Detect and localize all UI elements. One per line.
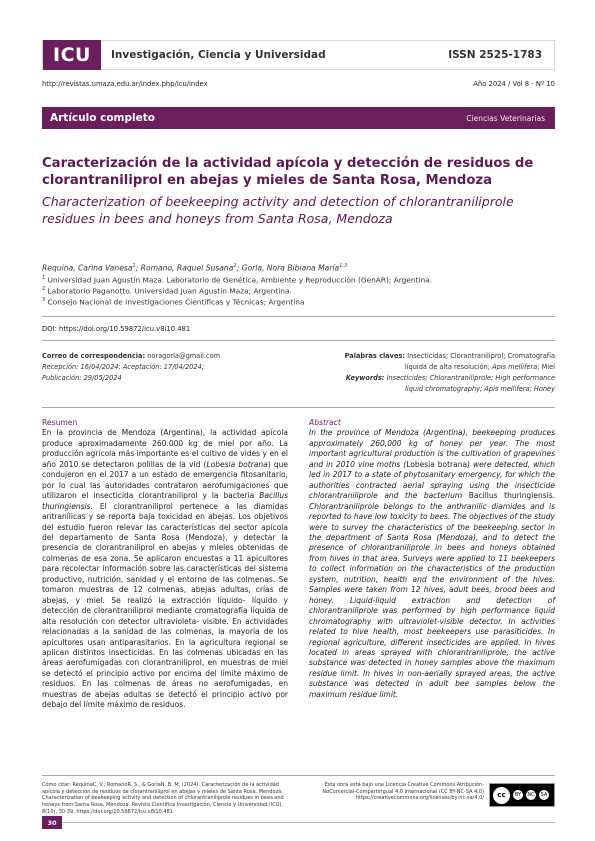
keywords-block: [300, 351, 555, 395]
title-spanish: Caracterización de la actividad apícola y detección de residuos de clorantraniliprol en abejas y mieles de Santa Rosa, Mendoza: [42, 156, 534, 188]
abstract-part-3: . Chlorantraniliprole belongs to the anthranilic diamides and is reported to have low toxicity to bees. The objectives of the study were to survey the characteristics of the beekeeping sector in the department of Santa Rosa (Mendoza), and to detect the presence of chlorantraniliprole in bees and honeys obtained from hives in that area. Surveys were applied to 11 beekeepers to collect information on the characteristics of the production system, nutrition, health and the environment of the hives. Samples were taken from 12 hives, adult bees, brood bees and honey. Liquid-liquid extraction and detection of chlorantraniliprole was performed by high performance liquid chromatography with ultraviolet-visible detector. In activities related to hive health, most beekeepers use parasiticides. In regional agriculture, different insecticides are applied. In hives located in areas sprayed with chlorantraniliprole, the active substance was detected in honey samples above the maximum residue limit. In hives in non-aerially sprayed areas, the active substance was detected in adult bee samples below the maximum residue limit.: [309, 491, 555, 699]
author-2: ; Romano, Raquel Susana: [135, 263, 234, 273]
keywords-es-2a: líquida de alta resolución;: [404, 363, 490, 371]
license-text: Esta obra está bajo una Licencia Creative Commons Atribución-NoComercial-CompartirIgual 4.0 Internacional (CC BY-NC-SA 4.0) https://creativecommons.org/licenses/by-nc-sa/4.0/: [322, 782, 484, 802]
affiliation-2: [42, 286, 555, 295]
abstract-heading: Abstract: [309, 418, 341, 427]
by-icon: BY: [514, 792, 522, 798]
abstract-text: [309, 428, 555, 700]
article-type-band: [42, 107, 555, 129]
affiliation-3-num: 3: [42, 297, 46, 303]
author-2-sup: 2: [233, 263, 237, 269]
correspondence-email[interactable]: noragorla@gmail.com: [147, 352, 221, 360]
received-dates: Recepción: 16/04/2024; Aceptación: 17/04/2024;: [42, 363, 205, 371]
journal-name: Investigación, Ciencia y Universidad: [111, 49, 326, 61]
doi-link[interactable]: DOI: https://doi.org/10.59872/icu.v8i10.481: [42, 325, 191, 333]
author-3: ; Gorla, Nora Bibiana María: [236, 263, 340, 273]
resumen-heading: Resumen: [42, 418, 78, 427]
affiliation-1-text: Universidad Juan Agustín Maza. Laboratorio de Genética, Ambiente y Reproducción (GenAR); Argentina.: [47, 275, 433, 285]
cc-logo-icon: cc: [493, 787, 510, 804]
sa-icon: SA: [540, 792, 548, 798]
authors: [42, 263, 555, 273]
author-3-sup: 1,3: [339, 263, 348, 269]
citation: Cómo citar: RequinaC. V., RomanoR. S., & GorlaN. B. M. (2024). Caracterización de la actividad apícola y detección de residuos de clorantraniliprol en abejas y mieles de Santa Rosa, Mendoza. Characterization of beekeeping activity and detection of chlorantraniliprole residues in bees and honeys from Santa Rosa, Mendoza. Revista Científica Investigación, Ciencia y Universidad (ICU), 8(10), 30-39. https://doi.org/10.59872/icu.v8i10.481: [42, 782, 284, 815]
resumen-italic-2: Bacillus thuringiensis: [42, 491, 288, 511]
keywords-en-2a: liquid chromatography;: [405, 385, 483, 393]
affiliation-3-text: Consejo Nacional de Investigaciones Científicas y Técnicas; Argentina: [47, 297, 305, 307]
divider: [42, 407, 555, 408]
affiliation-1: [42, 275, 555, 284]
nc-icon: NC: [527, 792, 535, 798]
keywords-es-2b: Apis mellifera: [492, 363, 538, 371]
resumen-part-1: En la provincia de Mendoza (Argentina), la actividad apícola produce aproximadamente 260.000 kg de miel por año. La producción agrícola más importante es el cultivo de vides y en el año 2010 se detectaron polillas de la vid (: [42, 428, 288, 469]
article-type: Artículo completo: [50, 112, 155, 124]
affiliation-1-num: 1: [42, 275, 46, 281]
resumen-part-3: . El clorantraniliprol pertenece a las diamidas antranílicas y se reporta baja toxicidad en abejas. Los objetivos del estudio fueron relevar las características del sector apícola del departamento de Santa Rosa (Mendoza), y detectar la presencia de clorantraniliprol en abejas y mieles obtenidas de colmenas de esa zona. Se aplicaron encuestas a 11 apicultores para recolectar información sobre las características del sistema productivo, nutrición, sanidad y el entorno de las colmenas. Se tomaron muestras de 12 colmenas, abejas adultas, crías de abejas, y miel. Se realizó la extracción líquido- líquido y detección de clorantraniliprol mediante cromatografía líquida de alta resolución con detector ultravioleta- visible. En actividades relacionadas a la sanidad de las colmenas, la mayoría de los apicultores usan antiparasitarios. En la agricultura regional se aplican distintos insecticidas. En las colmenas ubicadas en las áreas aerofumigadas con clorantraniliprol, en muestras de miel se detectó el principio activo por encima del límite máximo de residuos. En las colmenas de áreas no aerofumigadas, en muestras de abejas adultas se detectó el principio activo por debajo del límite máximo de residuos.: [42, 501, 288, 710]
keywords-en-2c: ; Honey: [529, 385, 555, 393]
keywords-en-label: Keywords:: [345, 374, 385, 382]
keywords-es-2c: ; Miel: [537, 363, 555, 371]
issue-info: Año 2024 / Vol 8 - Nº 10: [473, 80, 555, 88]
abstract-normal-2: Bacillus thuringiensis: [468, 491, 553, 501]
abstract-part-1: In the province of Mendoza (Argentina), beekeeping produces approximately 260,000 kg of honey per year. The most important agricultural production is the cultivation of grapevines and in 2010 vine moths (: [309, 428, 555, 469]
divider: [42, 340, 555, 341]
url-row: [42, 80, 555, 88]
affiliation-2-num: 2: [42, 286, 46, 292]
journal-logo: ICU: [43, 40, 101, 70]
keywords-en-1: Insecticides; Chlorantraniliprole; High performance: [386, 374, 555, 382]
keywords-es-1: Insecticidas; Clorantraniliprol; Cromatografía: [407, 352, 555, 360]
page-footer-line: [62, 822, 555, 823]
author-1: Requina, Carina Vanesa: [42, 263, 133, 273]
issn: ISSN 2525-1783: [448, 49, 542, 61]
keywords-en-2b: Apis mellifera: [484, 385, 530, 393]
journal-url-link[interactable]: http://revistas.umaza.edu.ar/index.php/icu/index: [42, 80, 208, 88]
journal-header: [42, 40, 555, 70]
title-english: Characterization of beekeeping activity and detection of chlorantraniliprole residues in bees and honeys from Santa Rosa, Mendoza: [42, 194, 514, 226]
resumen-italic-1: Lobesia botrana: [206, 459, 268, 469]
resumen-text: [42, 428, 288, 710]
affiliation-2-text: Laboratorio Paganotto. Universidad Juan Agustín Maza; Argentina.: [47, 286, 292, 296]
abstract-column: [309, 418, 555, 700]
correspondence-block: [42, 351, 292, 384]
keywords-es-label: Palabras claves:: [344, 352, 406, 360]
article-section: Ciencias Veterinarias: [466, 113, 545, 123]
divider: [42, 775, 555, 776]
published-date: Publicación: 29/05/2024: [42, 374, 122, 382]
author-1-sup: 1: [132, 263, 136, 269]
abstract-normal-1: Lobesia botrana: [406, 459, 468, 469]
page-number: 30: [42, 816, 62, 829]
affiliation-3: [42, 297, 555, 306]
correspondence-label: Correo de correspondencia:: [42, 352, 146, 360]
resumen-column: [42, 418, 288, 711]
divider: [42, 316, 555, 317]
abstract-part-2: ) were detected, which led in 2017 to a state of phytosanitary emergency, for which the authorities contracted aerial spraying using the insecticide chlorantraniliprole and the bacterium: [309, 459, 555, 501]
resumen-part-2: ) que condujeron en el 2017 a un estado de emergencia fitosanitario, por lo cual las autoridades contrataron aerofumigaciones que utilizaron el insecticida clorantraniliprol y la bacteria: [42, 459, 289, 501]
cc-license-badge-icon[interactable]: [489, 783, 555, 807]
